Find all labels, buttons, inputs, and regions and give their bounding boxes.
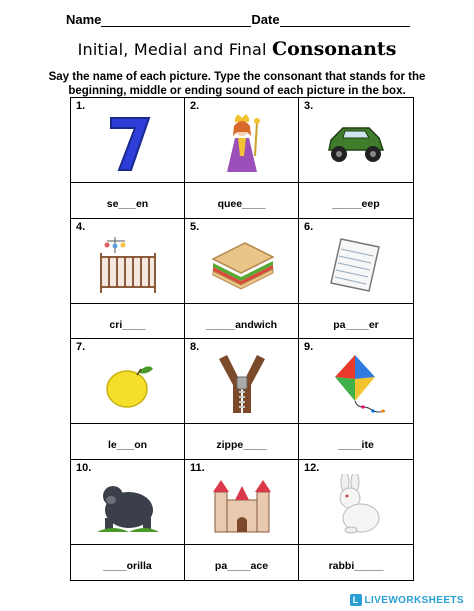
cell-number: 2.	[190, 100, 200, 112]
word-blank[interactable]: _____eep	[332, 198, 380, 210]
word-blank[interactable]: pa____er	[333, 318, 379, 331]
picture-cell-8	[185, 339, 299, 460]
word-blank[interactable]: ____ite	[338, 439, 374, 451]
cell-number: 9.	[304, 341, 314, 353]
cell-number: 7.	[76, 341, 86, 353]
cell-number: 6.	[304, 220, 314, 233]
zipper-icon	[185, 351, 298, 417]
jeep-icon	[299, 110, 413, 176]
cell-number: 4.	[76, 220, 86, 233]
word-blank[interactable]: ____orilla	[103, 559, 152, 572]
word-blank[interactable]: zippe____	[216, 439, 267, 451]
picture-cell-11	[185, 460, 299, 581]
crib-icon	[71, 231, 184, 297]
picture-cell-3	[299, 98, 413, 219]
picture-cell-12	[299, 460, 413, 581]
cell-divider	[299, 303, 413, 304]
cell-number: 3.	[304, 100, 314, 112]
word-blank[interactable]: le___on	[107, 439, 148, 451]
title-fancy: Consonants	[272, 38, 397, 60]
picture-cell-6	[299, 219, 413, 340]
liveworksheets-brand: LIVEWORKSHEETS	[364, 594, 464, 606]
lemon-icon	[71, 351, 184, 417]
cell-divider	[71, 423, 184, 424]
date-label: Date	[251, 12, 280, 27]
cell-number: 11.	[190, 461, 205, 474]
picture-cell-2	[185, 98, 299, 219]
cell-divider	[71, 303, 184, 304]
picture-cell-5	[185, 219, 299, 340]
name-date-line	[66, 12, 410, 27]
palace-icon	[185, 472, 298, 538]
picture-cell-7	[71, 339, 185, 460]
cell-number: 5.	[190, 220, 200, 233]
cell-divider	[299, 544, 413, 545]
picture-cell-10	[71, 460, 185, 581]
name-blank	[101, 15, 251, 27]
gorilla-icon	[71, 472, 184, 538]
cell-divider	[185, 544, 298, 545]
word-blank[interactable]: pa____ace	[214, 559, 269, 572]
cell-number: 8.	[190, 341, 200, 353]
cell-number: 1.	[76, 100, 86, 112]
date-blank	[280, 15, 410, 27]
word-blank[interactable]: se___en	[106, 198, 149, 210]
picture-grid	[70, 97, 414, 581]
seven-number-icon	[71, 110, 184, 176]
cell-divider	[185, 303, 298, 304]
queen-icon	[185, 110, 298, 176]
title-plain: Initial, Medial and Final	[77, 40, 272, 59]
cell-divider	[71, 544, 184, 545]
word-blank[interactable]: _____andwich	[205, 318, 278, 331]
picture-cell-4	[71, 219, 185, 340]
sandwich-icon	[185, 231, 298, 297]
word-blank[interactable]: cri____	[109, 318, 146, 331]
liveworksheets-footer	[350, 594, 465, 606]
picture-cell-1	[71, 98, 185, 219]
worksheet-title	[0, 38, 474, 60]
cell-divider	[299, 182, 413, 183]
cell-divider	[71, 182, 184, 183]
instructions: Say the name of each picture. Type the consonant that stands for the beginning, middle or ending sound of each picture in the box.	[48, 71, 426, 97]
word-blank[interactable]: quee____	[217, 198, 266, 210]
liveworksheets-logo-icon: L	[350, 594, 362, 606]
cell-divider	[185, 182, 298, 183]
cell-number: 12.	[304, 461, 320, 474]
kite-icon	[299, 351, 413, 417]
picture-cell-9	[299, 339, 413, 460]
cell-divider	[185, 423, 298, 424]
paper-icon	[299, 231, 413, 297]
cell-number: 10.	[76, 461, 92, 474]
rabbit-icon	[299, 472, 413, 538]
word-blank[interactable]: rabbi_____	[328, 559, 384, 572]
name-label: Name	[66, 12, 102, 27]
cell-divider	[299, 423, 413, 424]
